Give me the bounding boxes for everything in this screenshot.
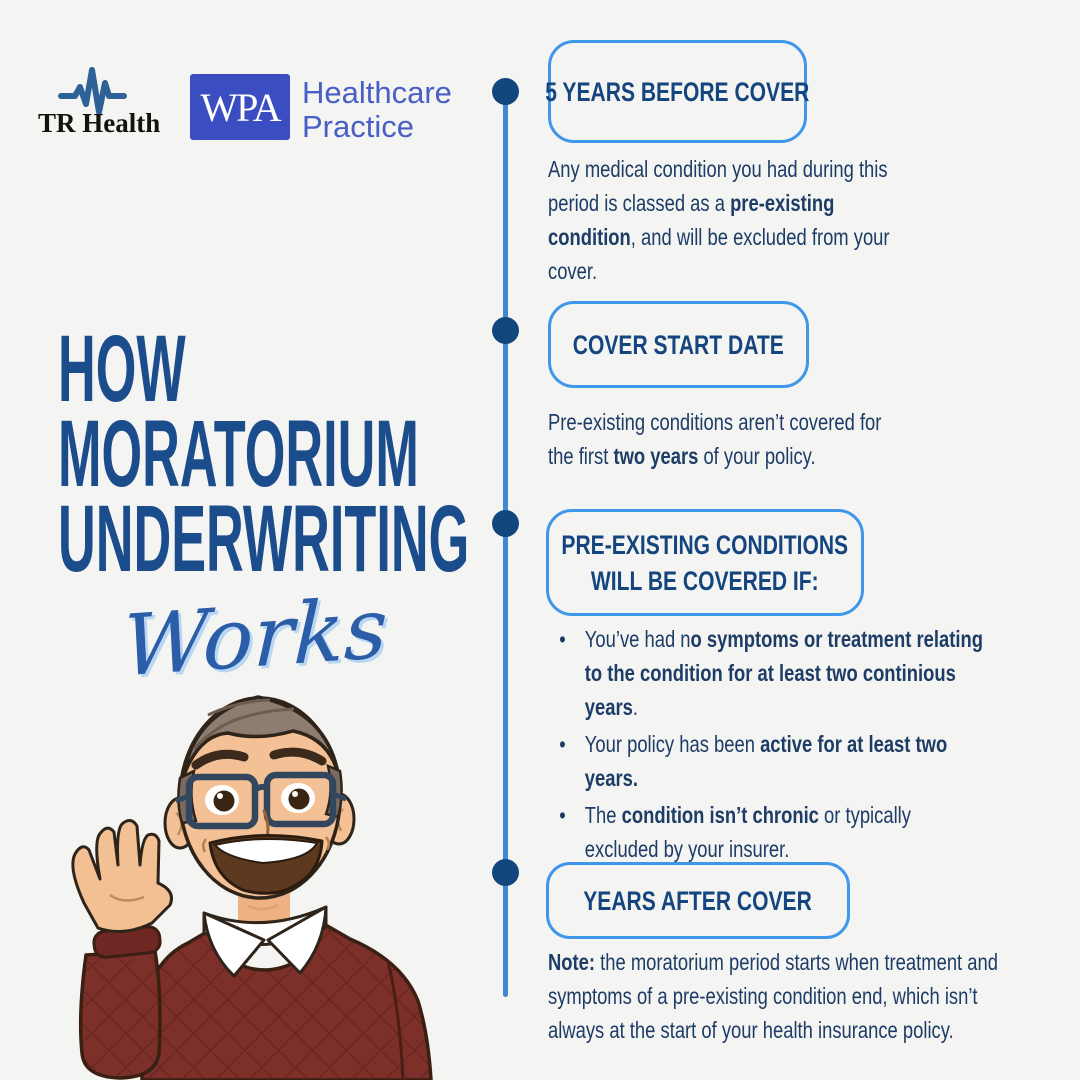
bullet-item bbox=[548, 622, 984, 724]
waving-man-illustration bbox=[58, 693, 483, 1080]
section-label-line2: WILL BE COVERED IF: bbox=[591, 565, 819, 596]
wpa-practice-label bbox=[302, 76, 452, 144]
timeline-dot-3 bbox=[492, 510, 519, 537]
bullet-text: The condition isn’t chronic or typically excluded by your insurer. bbox=[584, 802, 911, 862]
man-left-arm bbox=[81, 926, 162, 1078]
man-waving-hand bbox=[73, 820, 172, 931]
timeline-dot-1 bbox=[492, 78, 519, 105]
timeline-dot-4 bbox=[492, 859, 519, 886]
section-label: COVER START DATE bbox=[573, 329, 785, 360]
wpa-monogram: WPA bbox=[200, 84, 280, 130]
section-box-years-after-cover bbox=[546, 862, 850, 939]
wpa-logo bbox=[190, 74, 290, 140]
wpa-label-line2: Practice bbox=[302, 109, 414, 144]
title-line-3: UNDERWRITING bbox=[58, 486, 470, 592]
timeline-dot-2 bbox=[492, 317, 519, 344]
section-body-cover-start-date: Pre-existing conditions aren’t covered for the first two years of your policy. bbox=[548, 409, 882, 469]
section-box-cover-start-date bbox=[548, 301, 809, 388]
wpa-label-line1: Healthcare bbox=[302, 75, 452, 110]
bullet-dot-icon: • bbox=[559, 802, 566, 828]
section-label: 5 YEARS BEFORE COVER bbox=[545, 76, 810, 107]
title-line-1: HOW bbox=[58, 316, 186, 422]
section-box-covered-if bbox=[546, 509, 864, 616]
section-box-5-years-before-cover bbox=[545, 40, 810, 143]
bullet-list bbox=[548, 622, 984, 869]
section-label: YEARS AFTER COVER bbox=[583, 885, 813, 916]
title-line-2: MORATORIUM bbox=[58, 401, 419, 507]
bullet-dot-icon: • bbox=[559, 731, 566, 757]
bullet-text: You’ve had no symptoms or treatment relating to the condition for at least two continious years. bbox=[584, 626, 983, 720]
bullet-text: Your policy has been active for at least two years. bbox=[584, 731, 948, 791]
note-text: Note: the moratorium period starts when treatment and symptoms of a pre-existing condition end, which isn’t always at the start of your health insurance policy. bbox=[548, 949, 998, 1043]
bullet-dot-icon: • bbox=[559, 626, 566, 652]
tr-health-name: TR Health bbox=[38, 108, 161, 138]
bullet-item bbox=[548, 727, 984, 795]
section-body-5-years-before-cover: Any medical condition you had during this period is classed as a pre-existing condition, and will be excluded from your cover. bbox=[548, 156, 890, 284]
title-script-works: Works bbox=[120, 578, 390, 696]
bullet-item bbox=[548, 798, 984, 866]
section-label-line1: PRE-EXISTING CONDITIONS bbox=[561, 529, 849, 560]
